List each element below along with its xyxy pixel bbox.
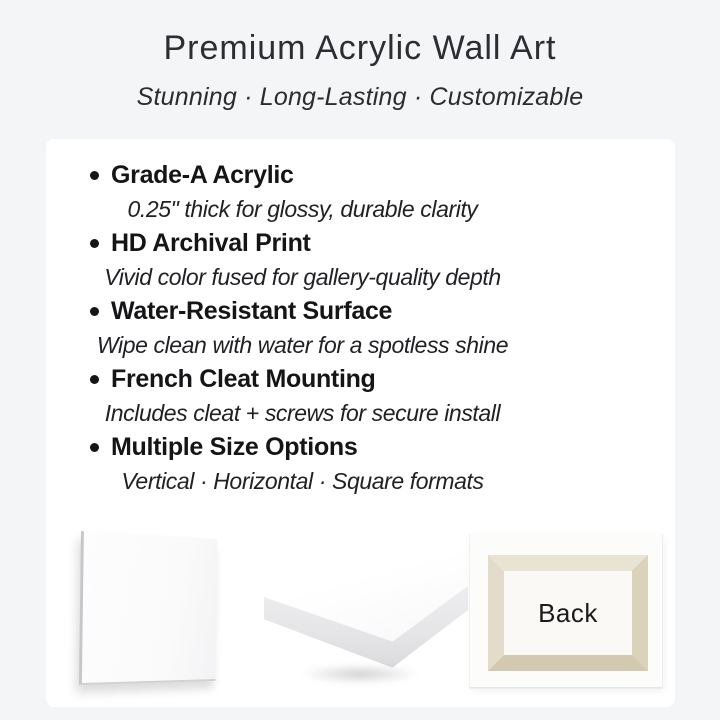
feature-detail: 0.25" thick for glossy, durable clarity [127, 196, 478, 222]
bullet-icon [90, 375, 99, 384]
feature-detail: Includes cleat + screws for secure install [104, 400, 501, 426]
frame-back-view-photo [466, 527, 676, 695]
back-label: Back [538, 597, 598, 628]
feature-item [90, 430, 515, 498]
acrylic-corner-shadow [301, 664, 419, 684]
feature-item [90, 294, 515, 362]
feature-item [90, 226, 515, 294]
acrylic-panel-front-photo [70, 521, 250, 699]
feature-detail: Vivid color fused for gallery-quality depth [104, 264, 501, 290]
feature-heading: HD Archival Print [111, 228, 311, 257]
page-subtitle: Stunning · Long-Lasting · Customizable [136, 83, 584, 111]
bullet-icon [90, 443, 99, 452]
feature-heading: Grade-A Acrylic [111, 160, 294, 189]
acrylic-corner-closeup-photo [264, 517, 468, 703]
feature-detail: Wipe clean with water for a spotless shine [96, 332, 509, 358]
feature-heading-row [90, 158, 515, 192]
bullet-icon [90, 307, 99, 316]
feature-heading: French Cleat Mounting [111, 364, 376, 393]
page-title: Premium Acrylic Wall Art [163, 29, 557, 67]
features-card [46, 139, 675, 707]
bullet-icon [90, 171, 99, 180]
feature-heading-row [90, 362, 515, 396]
feature-heading: Water-Resistant Surface [111, 296, 393, 325]
feature-item [90, 362, 515, 430]
feature-heading-row [90, 294, 515, 328]
feature-heading-row [90, 430, 515, 464]
feature-item [90, 158, 515, 226]
bullet-icon [90, 239, 99, 248]
feature-heading-row [90, 226, 515, 260]
feature-detail: Vertical · Horizontal · Square formats [121, 468, 484, 494]
feature-list [90, 158, 515, 498]
acrylic-panel-face [79, 531, 217, 685]
feature-heading: Multiple Size Options [111, 432, 358, 461]
back-panel [470, 533, 662, 687]
french-cleat-frame [488, 555, 648, 671]
